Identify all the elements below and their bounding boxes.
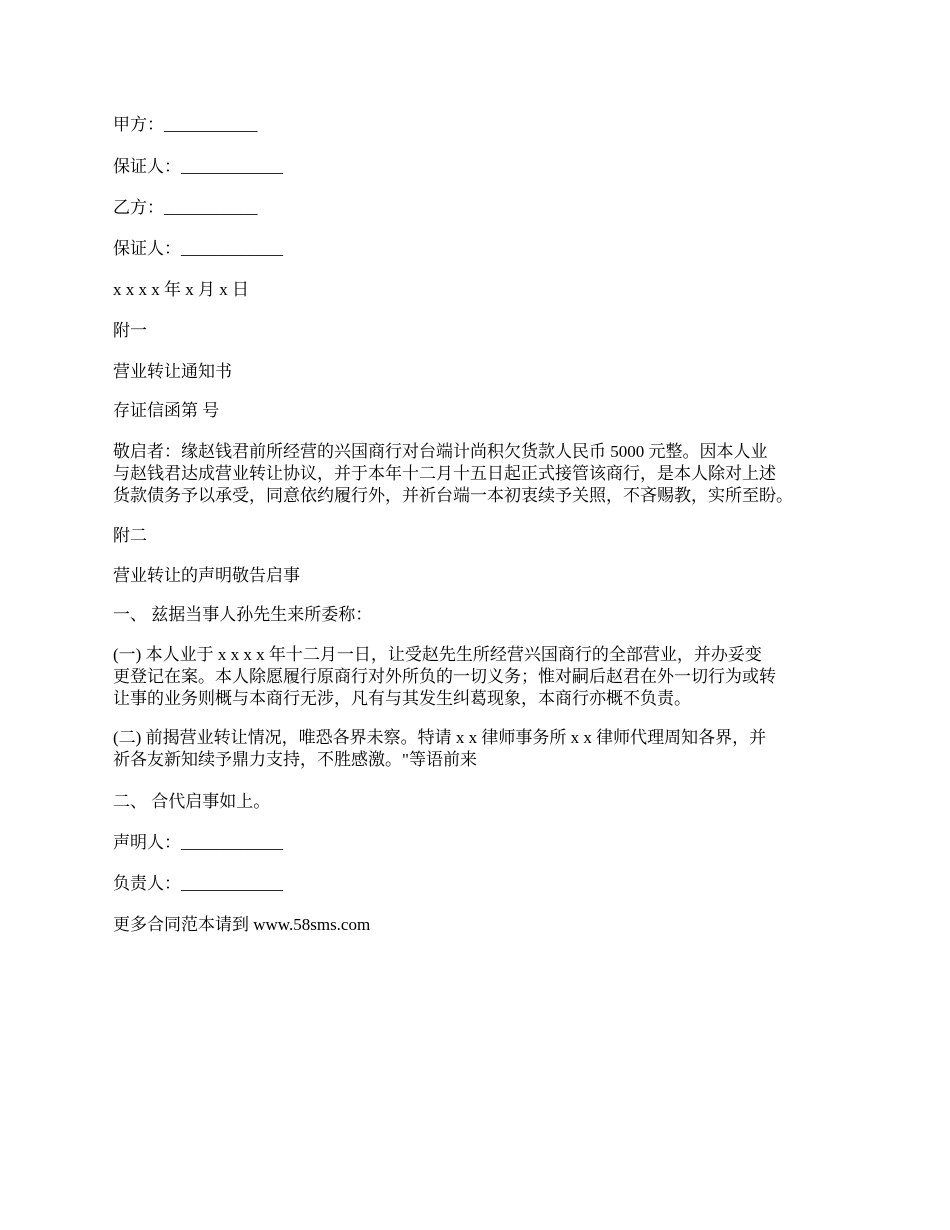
sub-item-1-line: (一) 本人业于 x x x x 年十二月一日，让受赵先生所经营兴国商行的全部营业，并办妥变 bbox=[113, 645, 762, 664]
declarant-line: 声明人：____________ bbox=[113, 833, 283, 852]
notice-title: 营业转让通知书 bbox=[113, 362, 232, 381]
sub-item-1-line: 让事的业务则概与本商行无涉，凡有与其发生纠葛现象，本商行亦概不负责。 bbox=[113, 689, 691, 708]
certificate-number: 存证信函第 号 bbox=[113, 401, 220, 420]
item-one: 一、 兹据当事人孙先生来所委称： bbox=[113, 605, 373, 624]
letter-body-line: 敬启者：缘赵钱君前所经营的兴国商行对台端计尚积欠货款人民币 5000 元整。因本人业 bbox=[113, 442, 768, 461]
sub-item-2-line: 祈各友新知续予鼎力支持，不胜感激。"等语前来 bbox=[113, 750, 477, 769]
guarantor-2-line: 保证人：____________ bbox=[113, 239, 283, 258]
party-b-line: 乙方：___________ bbox=[113, 198, 258, 217]
sub-item-1-line: 更登记在案。本人除愿履行原商行对外所负的一切义务；惟对嗣后赵君在外一切行为或转 bbox=[113, 667, 776, 686]
party-a-line: 甲方：___________ bbox=[113, 115, 258, 134]
letter-body-line: 货款债务予以承受，同意依约履行外，并祈台端一本初衷续予关照，不吝赐教，实所至盼。 bbox=[113, 486, 793, 505]
letter-body-line: 与赵钱君达成营业转让协议，并于本年十二月十五日起正式接管该商行，是本人除对上述 bbox=[113, 464, 776, 483]
date-line: x x x x 年 x 月 x 日 bbox=[113, 280, 249, 299]
footer-link-text: 更多合同范本请到 www.58sms.com bbox=[113, 915, 371, 934]
responsible-person-line: 负责人：____________ bbox=[113, 874, 283, 893]
statement-title: 营业转让的声明敬告启事 bbox=[113, 566, 300, 585]
letter-body bbox=[113, 441, 858, 507]
sub-item-2 bbox=[113, 727, 858, 771]
appendix-1-heading: 附一 bbox=[113, 321, 147, 340]
guarantor-1-line: 保证人：____________ bbox=[113, 157, 283, 176]
sub-item-2-line: (二) 前揭营业转让情况，唯恐各界未察。特请 x x 律师事务所 x x 律师代理周知各界，并 bbox=[113, 728, 767, 747]
sub-item-1 bbox=[113, 644, 858, 710]
appendix-2-heading: 附二 bbox=[113, 526, 147, 545]
item-two: 二、 合代启事如上。 bbox=[113, 792, 271, 811]
